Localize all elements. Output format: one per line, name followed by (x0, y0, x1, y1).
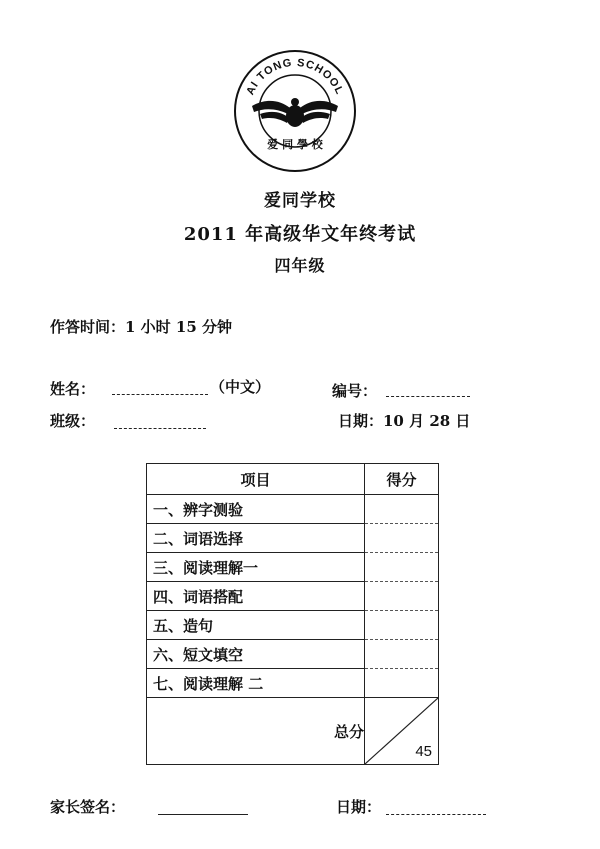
score-cell[interactable] (365, 640, 439, 669)
score-cell[interactable] (365, 669, 439, 698)
name-label: 姓名： (50, 380, 96, 398)
total-label: 总分 (147, 698, 365, 765)
signature-date-field[interactable] (386, 798, 486, 815)
score-table-header (147, 464, 439, 495)
table-row (147, 553, 439, 582)
table-row (147, 582, 439, 611)
item-label: 二、词语选择 (147, 524, 365, 553)
score-cell[interactable] (365, 611, 439, 640)
name-field[interactable] (112, 378, 208, 395)
table-row (147, 495, 439, 524)
item-label: 一、辨字测验 (147, 495, 365, 524)
svg-text:AI TONG SCHOOL: AI TONG SCHOOL (244, 56, 346, 97)
header-item: 项目 (147, 464, 365, 495)
table-row (147, 669, 439, 698)
table-row (147, 611, 439, 640)
winged-emblem-icon (252, 98, 338, 127)
item-label: 五、造句 (147, 611, 365, 640)
school-name: 爱同学校 (264, 191, 336, 211)
parent-signature-label: 家长签名： (50, 798, 126, 816)
parent-signature-field[interactable] (158, 798, 248, 815)
total-max-score: 45 (415, 743, 432, 760)
grade-title: 四年级 (274, 256, 326, 275)
score-cell[interactable] (365, 582, 439, 611)
total-score-cell[interactable] (365, 698, 439, 765)
exam-title: 2011 年高级华文年终考试 (183, 224, 417, 245)
exam-date: 日期：10 月 28 日 (338, 412, 471, 430)
number-label: 编号： (332, 382, 378, 400)
item-label: 四、词语搭配 (147, 582, 365, 611)
logo-inner-text: 爱 同 學 校 (267, 138, 323, 151)
item-label: 七、阅读理解 二 (147, 669, 365, 698)
item-label: 三、阅读理解一 (147, 553, 365, 582)
item-label: 六、短文填空 (147, 640, 365, 669)
total-row (147, 698, 439, 765)
score-cell[interactable] (365, 495, 439, 524)
table-row (147, 524, 439, 553)
score-cell[interactable] (365, 524, 439, 553)
number-field[interactable] (386, 380, 470, 397)
signature-date-label: 日期： (336, 798, 382, 816)
name-note: （中文） (210, 378, 271, 396)
school-logo (232, 48, 358, 174)
score-table (146, 463, 439, 765)
class-label: 班级： (50, 412, 96, 430)
header-score: 得分 (365, 464, 439, 495)
exam-duration: 作答时间：1 小时 15 分钟 (50, 318, 232, 336)
score-cell[interactable] (365, 553, 439, 582)
table-row (147, 640, 439, 669)
class-field[interactable] (114, 412, 206, 429)
